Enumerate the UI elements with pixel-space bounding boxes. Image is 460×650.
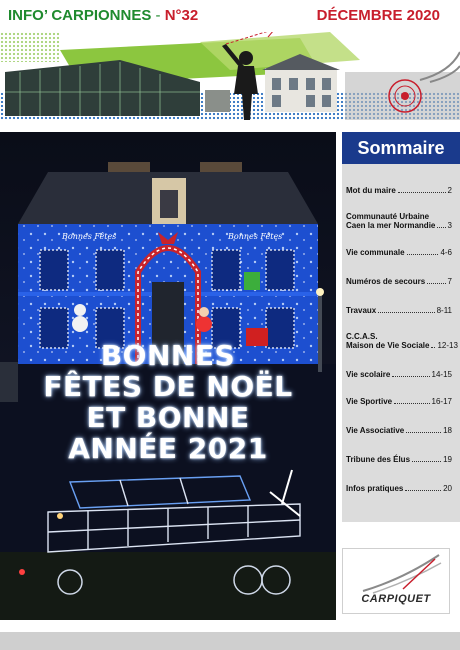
toc-item-page: 19 [443,455,452,464]
masthead [0,0,460,32]
toc-item-page: 18 [443,426,452,435]
toc-item[interactable] [346,370,452,379]
toc-item-page: 2 [447,186,452,195]
toc-leader-dots [394,403,429,404]
toc-list [342,186,460,493]
toc-item-page: 20 [443,484,452,493]
header-banner-collage [0,32,460,120]
building-sign-right: Bonnes Fêtes [228,232,283,241]
toc-item[interactable] [346,455,452,464]
toc-item[interactable] [346,426,452,435]
toc-item-label: Mot du maire [346,186,396,195]
toc-item[interactable] [346,306,452,315]
toc-title: Sommaire [342,132,460,164]
toc-item[interactable] [346,212,452,230]
toc-leader-dots [437,227,445,228]
toc-item[interactable] [346,248,452,257]
toc-item-page: 3 [447,221,452,230]
toc-leader-dots [427,283,445,284]
toc-leader-dots [412,461,441,462]
footer-bar [0,632,460,650]
toc-item-page: 8-11 [436,306,452,315]
title-separator: - [151,7,165,24]
toc-item-label: Vie scolaire [346,370,391,379]
greeting-line-3: ET BONNE [86,401,250,434]
greeting-line-4: ANNÉE 2021 [68,432,268,465]
masthead-title-group [8,7,198,24]
toc-item-label: Travaux [346,306,377,315]
toc-item-label: Infos pratiques [346,484,404,493]
toc-item-label: Vie Associative [346,426,405,435]
issue-number: N°32 [164,7,199,24]
toc-item-page: 12-13 [437,341,458,350]
toc-item-label: Communauté Urbaine [346,212,430,221]
toc-item-label: Numéros de secours [346,277,426,286]
toc-item-label: C.C.A.S. [346,332,378,341]
toc-leader-dots [378,312,434,313]
greeting-line-2: FÊTES DE NOËL [43,370,293,403]
toc-leader-dots [405,490,441,491]
toc-item-page: 14-15 [431,370,452,379]
toc-item-page: 4-6 [440,248,452,257]
toc-leader-dots [407,254,439,255]
toc-item[interactable] [346,484,452,493]
logo-wordmark: CARPIQUET [361,593,431,605]
toc-item[interactable] [346,332,458,350]
issue-date: DÉCEMBRE 2020 [316,7,440,24]
toc-item-label-line2: Caen la mer Normandie [346,221,436,230]
toc-item-label-line2: Maison de Vie Sociale [346,341,430,350]
toc-item-page: 16-17 [431,397,452,406]
toc-item-label: Tribune des Élus [346,455,411,464]
toc-item-label: Vie communale [346,248,405,257]
building-sign-left: Bonnes Fêtes [62,232,117,241]
greeting-line-1: BONNES [100,339,236,372]
table-of-contents [342,132,460,522]
toc-item[interactable] [346,277,452,286]
toc-leader-dots [431,347,435,348]
holiday-greeting [0,340,336,464]
carpiquet-logo [342,548,450,614]
toc-leader-dots [398,192,446,193]
newsletter-title: INFO’ CARPIONNES [8,7,152,24]
toc-leader-dots [406,432,441,433]
toc-leader-dots [392,376,429,377]
banner-illustration [0,32,460,120]
toc-item-page: 7 [447,277,452,286]
toc-item-label: Vie Sportive [346,397,393,406]
toc-item[interactable] [346,186,452,195]
cover-photo [0,132,336,620]
toc-item[interactable] [346,397,452,406]
